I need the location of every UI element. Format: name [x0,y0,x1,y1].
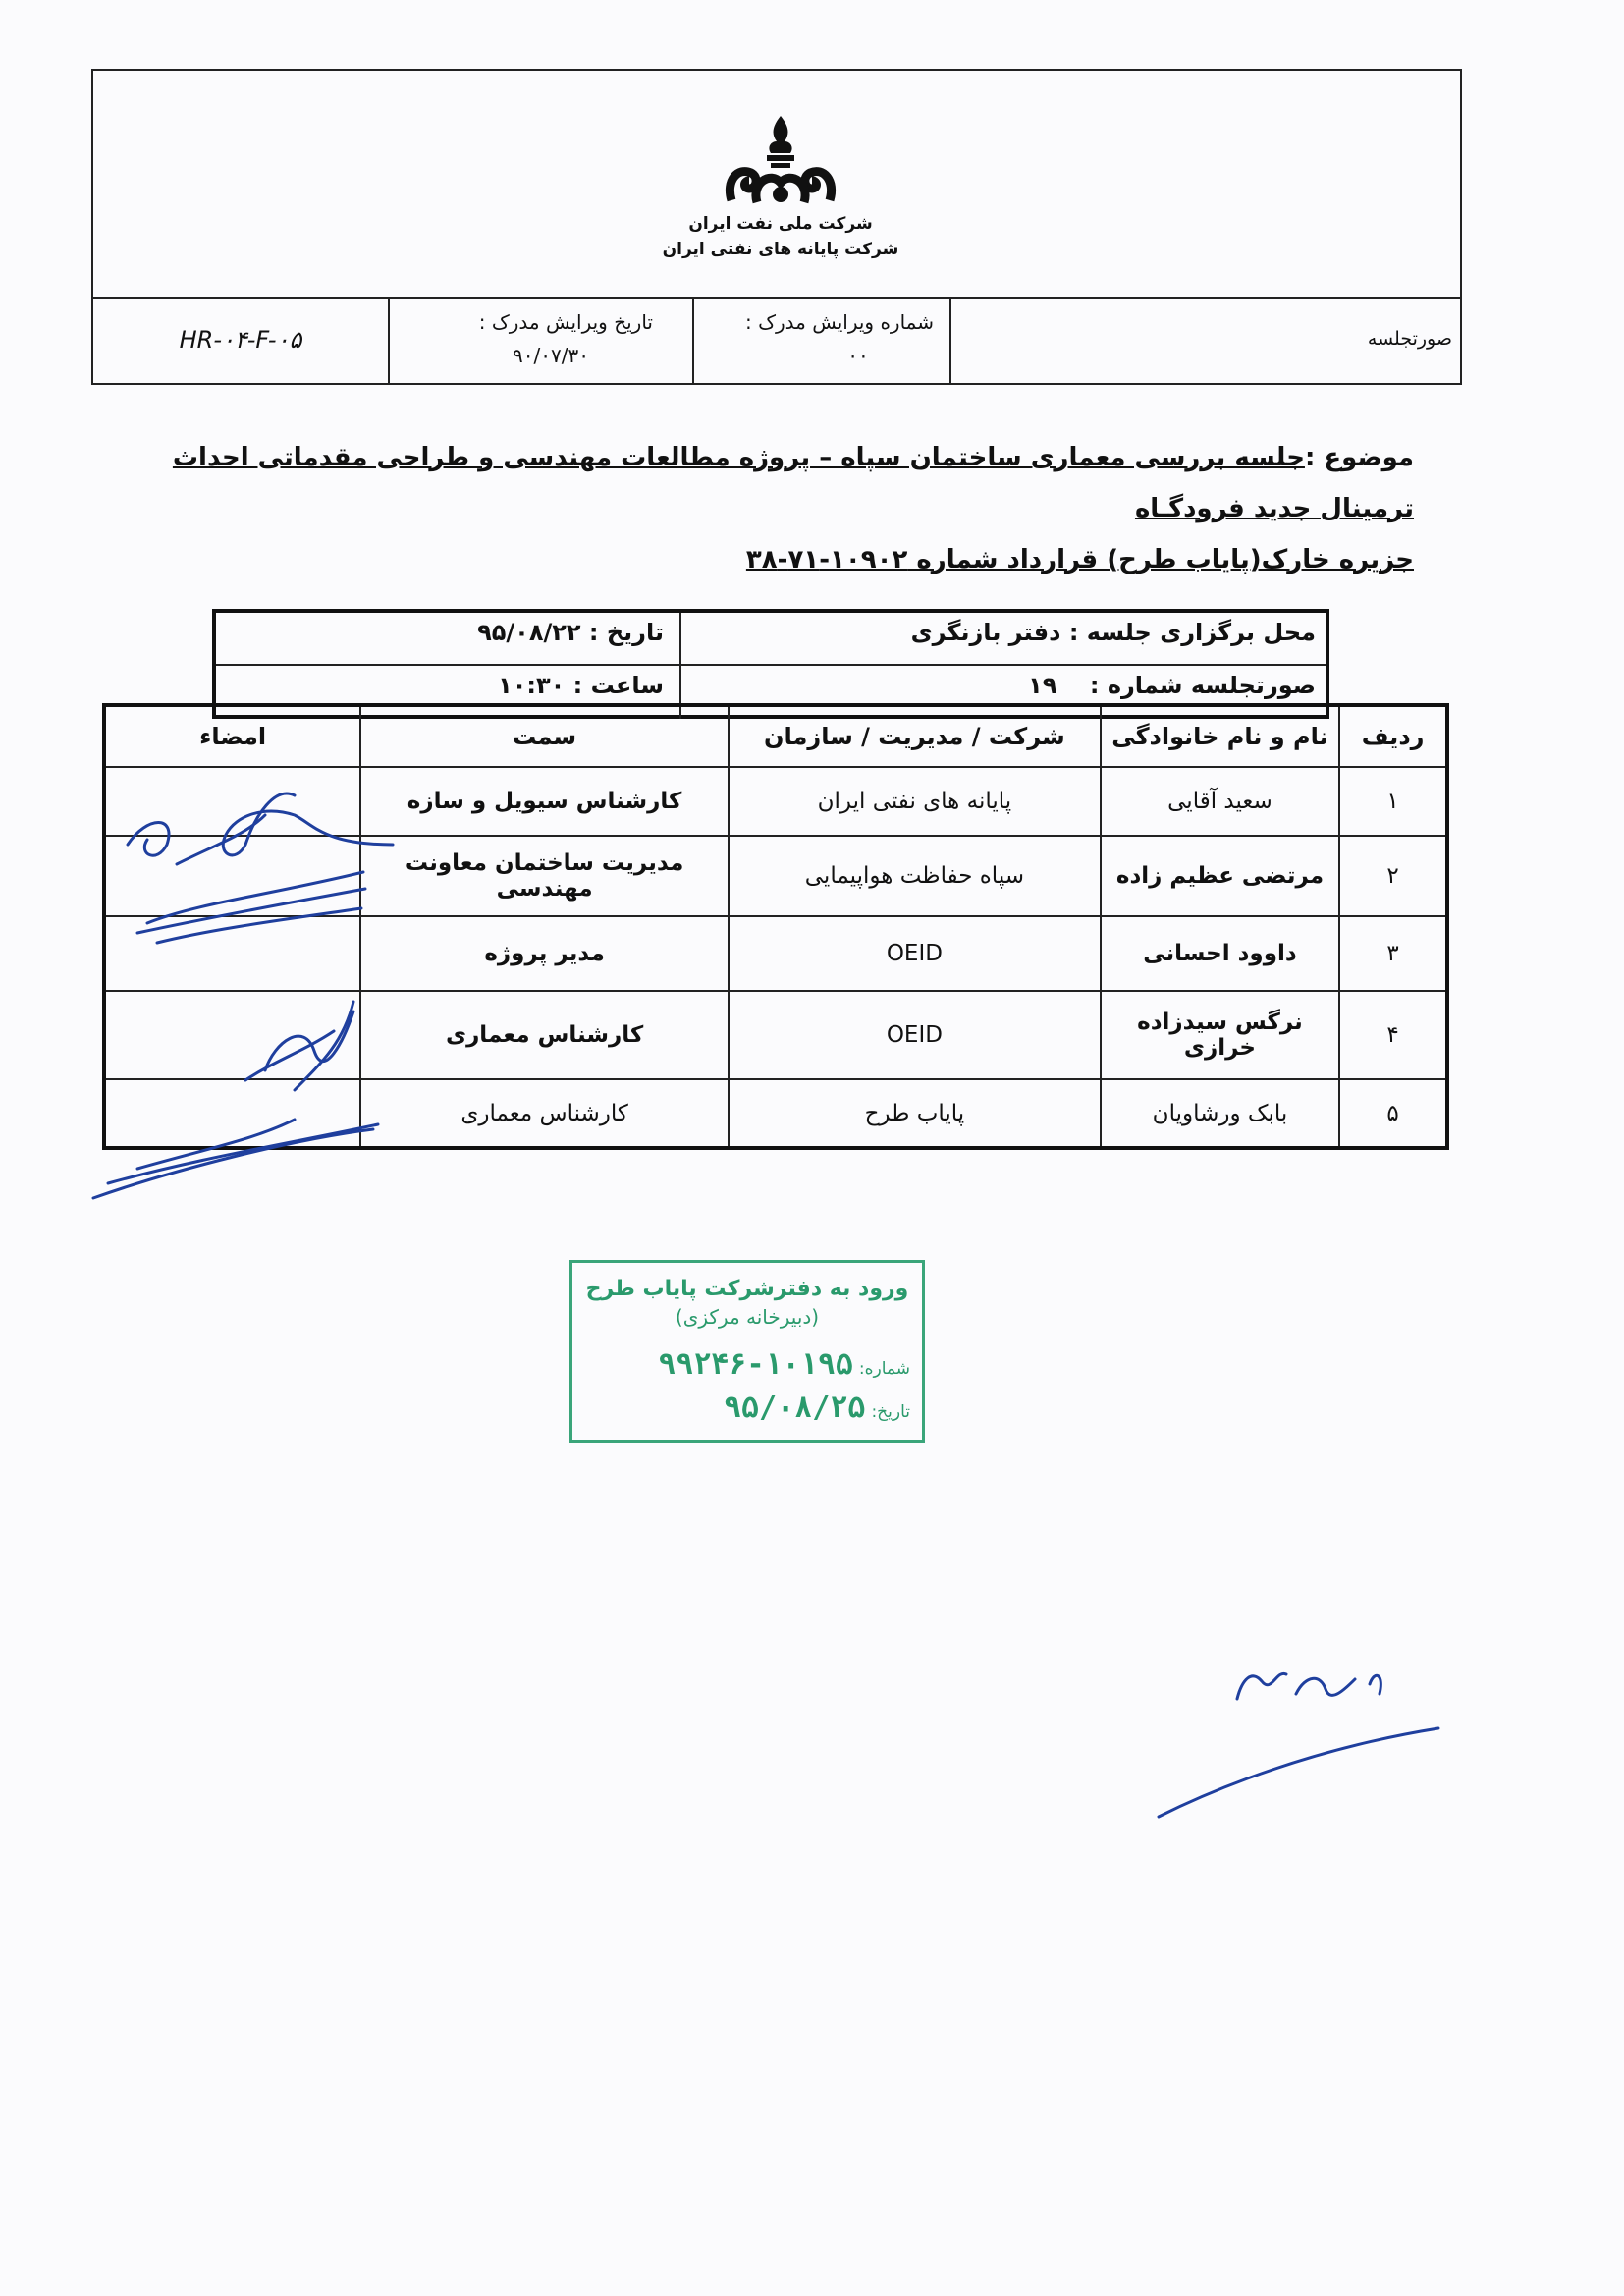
row-number: ۵ [1339,1079,1447,1148]
attendee-role: کارشناس سیویل و سازه [360,767,729,836]
signature-cell [104,1079,360,1148]
table-row [104,1079,1447,1148]
revision-number-cell [692,299,949,385]
attendee-org: سپاه حفاظت هواپیمایی [729,836,1101,916]
company-name-terminals: شرکت پایانه های نفتی ایران [662,240,899,259]
attendee-role: کارشناس معماری [360,1079,729,1148]
meeting-date: تاریخ : ۹۵/۰۸/۲۲ [216,613,679,666]
meeting-time: ساعت : ۱۰:۳۰ [498,672,664,699]
attendee-name: مرتضی عظیم زاده [1101,836,1339,916]
revision-date-label: تاریخ ویرایش مدرک : [478,310,653,334]
attendee-name: داوود احسانی [1101,916,1339,991]
revision-number-label: شماره ویرایش مدرک : [744,310,934,334]
row-number: ۳ [1339,916,1447,991]
registry-stamp [569,1260,925,1443]
row-number: ۴ [1339,991,1447,1079]
meeting-location: محل برگزاری جلسه : دفتر بازنگری [679,613,1326,666]
revision-date-value: ۹۰/۰۷/۳۰ [513,344,589,367]
nioc-logo-icon [722,112,839,210]
table-row [104,767,1447,836]
subject-line-1: جلسه بررسی معماری ساختمان سپاه – پروژه مطالعات مهندسی و طراحی مقدماتی احداث ترمینال جدید فرودگـاه [172,443,1414,523]
signature-cell [104,767,360,836]
document-header [91,69,1462,385]
company-name-nioc: شرکت ملی نفت ایران [688,214,873,234]
table-row [104,916,1447,991]
attendees-table [102,703,1449,1165]
attendee-role: کارشناس معماری [360,991,729,1079]
column-header-organization: شرکت / مدیریت / سازمان [729,705,1101,767]
attendee-name: سعید آقایی [1101,767,1339,836]
stamp-line-2: (دبیرخانه مرکزی) [675,1305,820,1329]
signature-cell [104,991,360,1079]
handwritten-note-icon [1159,1673,1438,1817]
revision-date-cell [388,299,692,385]
attendee-org: پایانه های نفتی ایران [729,767,1101,836]
column-header-role: سمت [360,705,729,767]
column-header-signature: امضاء [104,705,360,767]
document-type: صورتجلسه [949,299,1462,385]
stamp-date: تاریخ:۹۵/۰۸/۲۵ [723,1391,910,1425]
form-code: HR-۰۴-F-۰۵ [179,326,302,354]
signature-cell [104,916,360,991]
signature-cell [104,836,360,916]
attendee-name: بابک ورشاویان [1101,1079,1339,1148]
row-number: ۱ [1339,767,1447,836]
attendee-org: OEID [729,991,1101,1079]
attendee-name: نرگس سیدزاده خرازی [1101,991,1339,1079]
subject-label: موضوع : [1304,443,1414,472]
stamp-line-1: ورود به دفترشرکت پایاب طرح [585,1277,909,1301]
row-number: ۲ [1339,836,1447,916]
subject-line-2: جزیره خارک(پایاب طرح) قرارداد شماره ۱۰۹۰۲-۷۱-۳۸ [745,545,1414,574]
subject-block [167,432,1414,585]
table-row [104,991,1447,1079]
revision-number-value: ۰۰ [847,344,869,367]
attendees-header-row [104,705,1447,767]
minutes-number: صورتجلسه شماره : ۱۹ [679,666,1326,719]
attendee-role: مدیریت ساختمان معاونت مهندسی [360,836,729,916]
attendee-org: OEID [729,916,1101,991]
attendee-role: مدیر پروژه [360,916,729,991]
column-header-row-number: ردیف [1339,705,1447,767]
column-header-name: نام و نام خانوادگی [1101,705,1339,767]
attendee-org: پایاب طرح [729,1079,1101,1148]
stamp-number: شماره:۱۰۱۹۵-۹۹۲۴۶ [658,1347,910,1382]
header-logo-area [93,71,1460,299]
table-row [104,836,1447,916]
